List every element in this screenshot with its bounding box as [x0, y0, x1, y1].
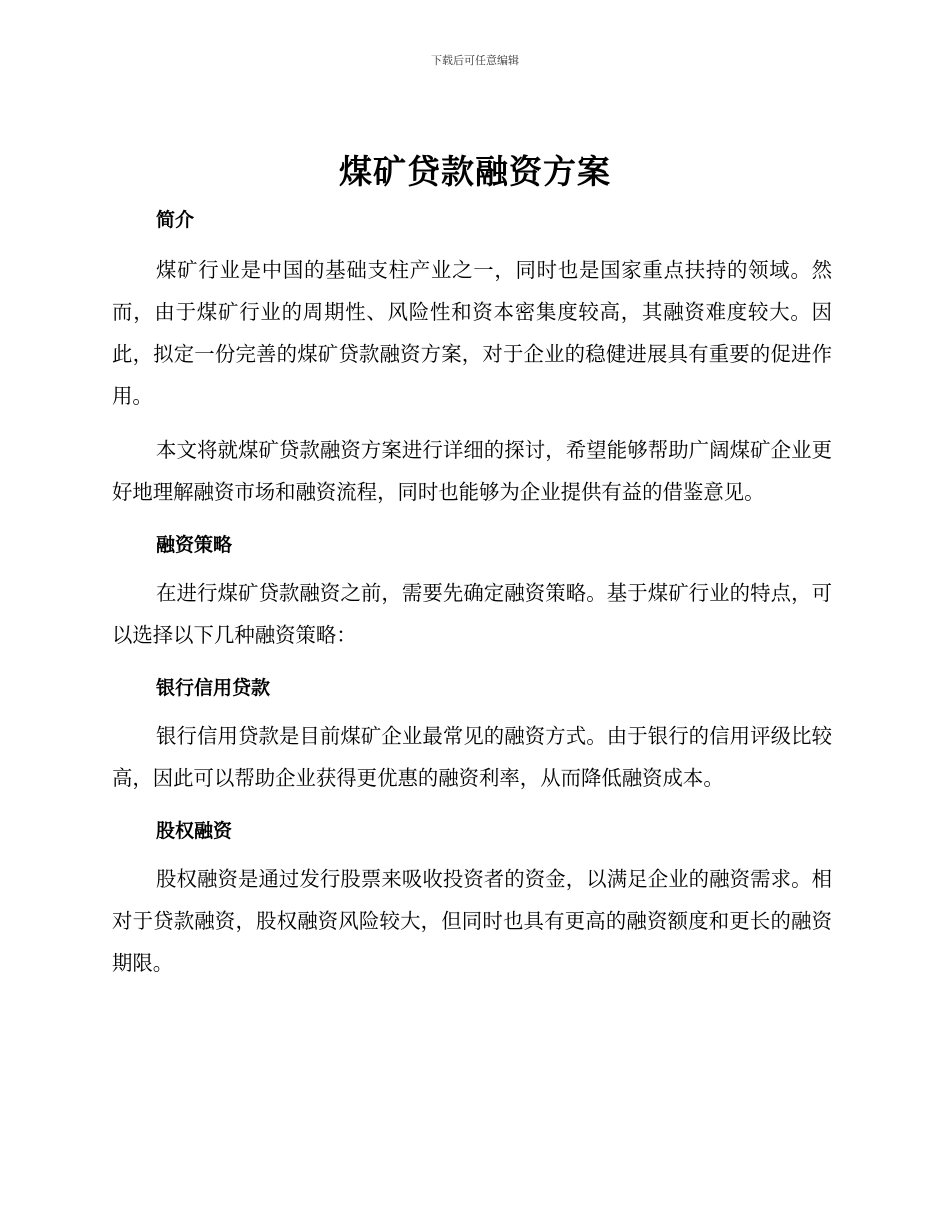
document-title: 煤矿贷款融资方案 [339, 152, 611, 191]
paragraph-intro-2: 本文将就煤矿贷款融资方案进行详细的探讨，希望能够帮助广阔煤矿企业更好地理解融资市场和融资流程，同时也能够为企业提供有益的借鉴意见。 [112, 438, 832, 504]
paragraph-bank-credit-loan: 银行信用贷款是目前煤矿企业最常见的融资方式。由于银行的信用评级比较高，因此可以帮助企业获得更优惠的融资利率，从而降低融资成本。 [112, 724, 832, 790]
paragraph-intro-1: 煤矿行业是中国的基础支柱产业之一，同时也是国家重点扶持的领域。然而，由于煤矿行业的周期性、风险性和资本密集度较高，其融资难度较大。因此，拟定一份完善的煤矿贷款融资方案，对于企业的稳健进展具有重要的促进作用。 [112, 258, 832, 408]
paragraph-equity-financing: 股权融资是通过发行股票来吸收投资者的资金，以满足企业的融资需求。相对于贷款融资，股权融资风险较大，但同时也具有更高的融资额度和更长的融资期限。 [112, 867, 832, 975]
page-header-note: 下载后可任意编辑 [431, 54, 519, 67]
document-body [112, 200, 832, 984]
section-heading-intro: 简介 [156, 209, 195, 231]
section-heading-bank-credit-loan: 银行信用贷款 [156, 677, 271, 699]
paragraph-financing-strategy: 在进行煤矿贷款融资之前，需要先确定融资策略。基于煤矿行业的特点，可以选择以下几种融资策略： [112, 581, 832, 647]
section-heading-equity-financing: 股权融资 [156, 820, 233, 842]
section-heading-financing-strategy: 融资策略 [156, 534, 233, 556]
